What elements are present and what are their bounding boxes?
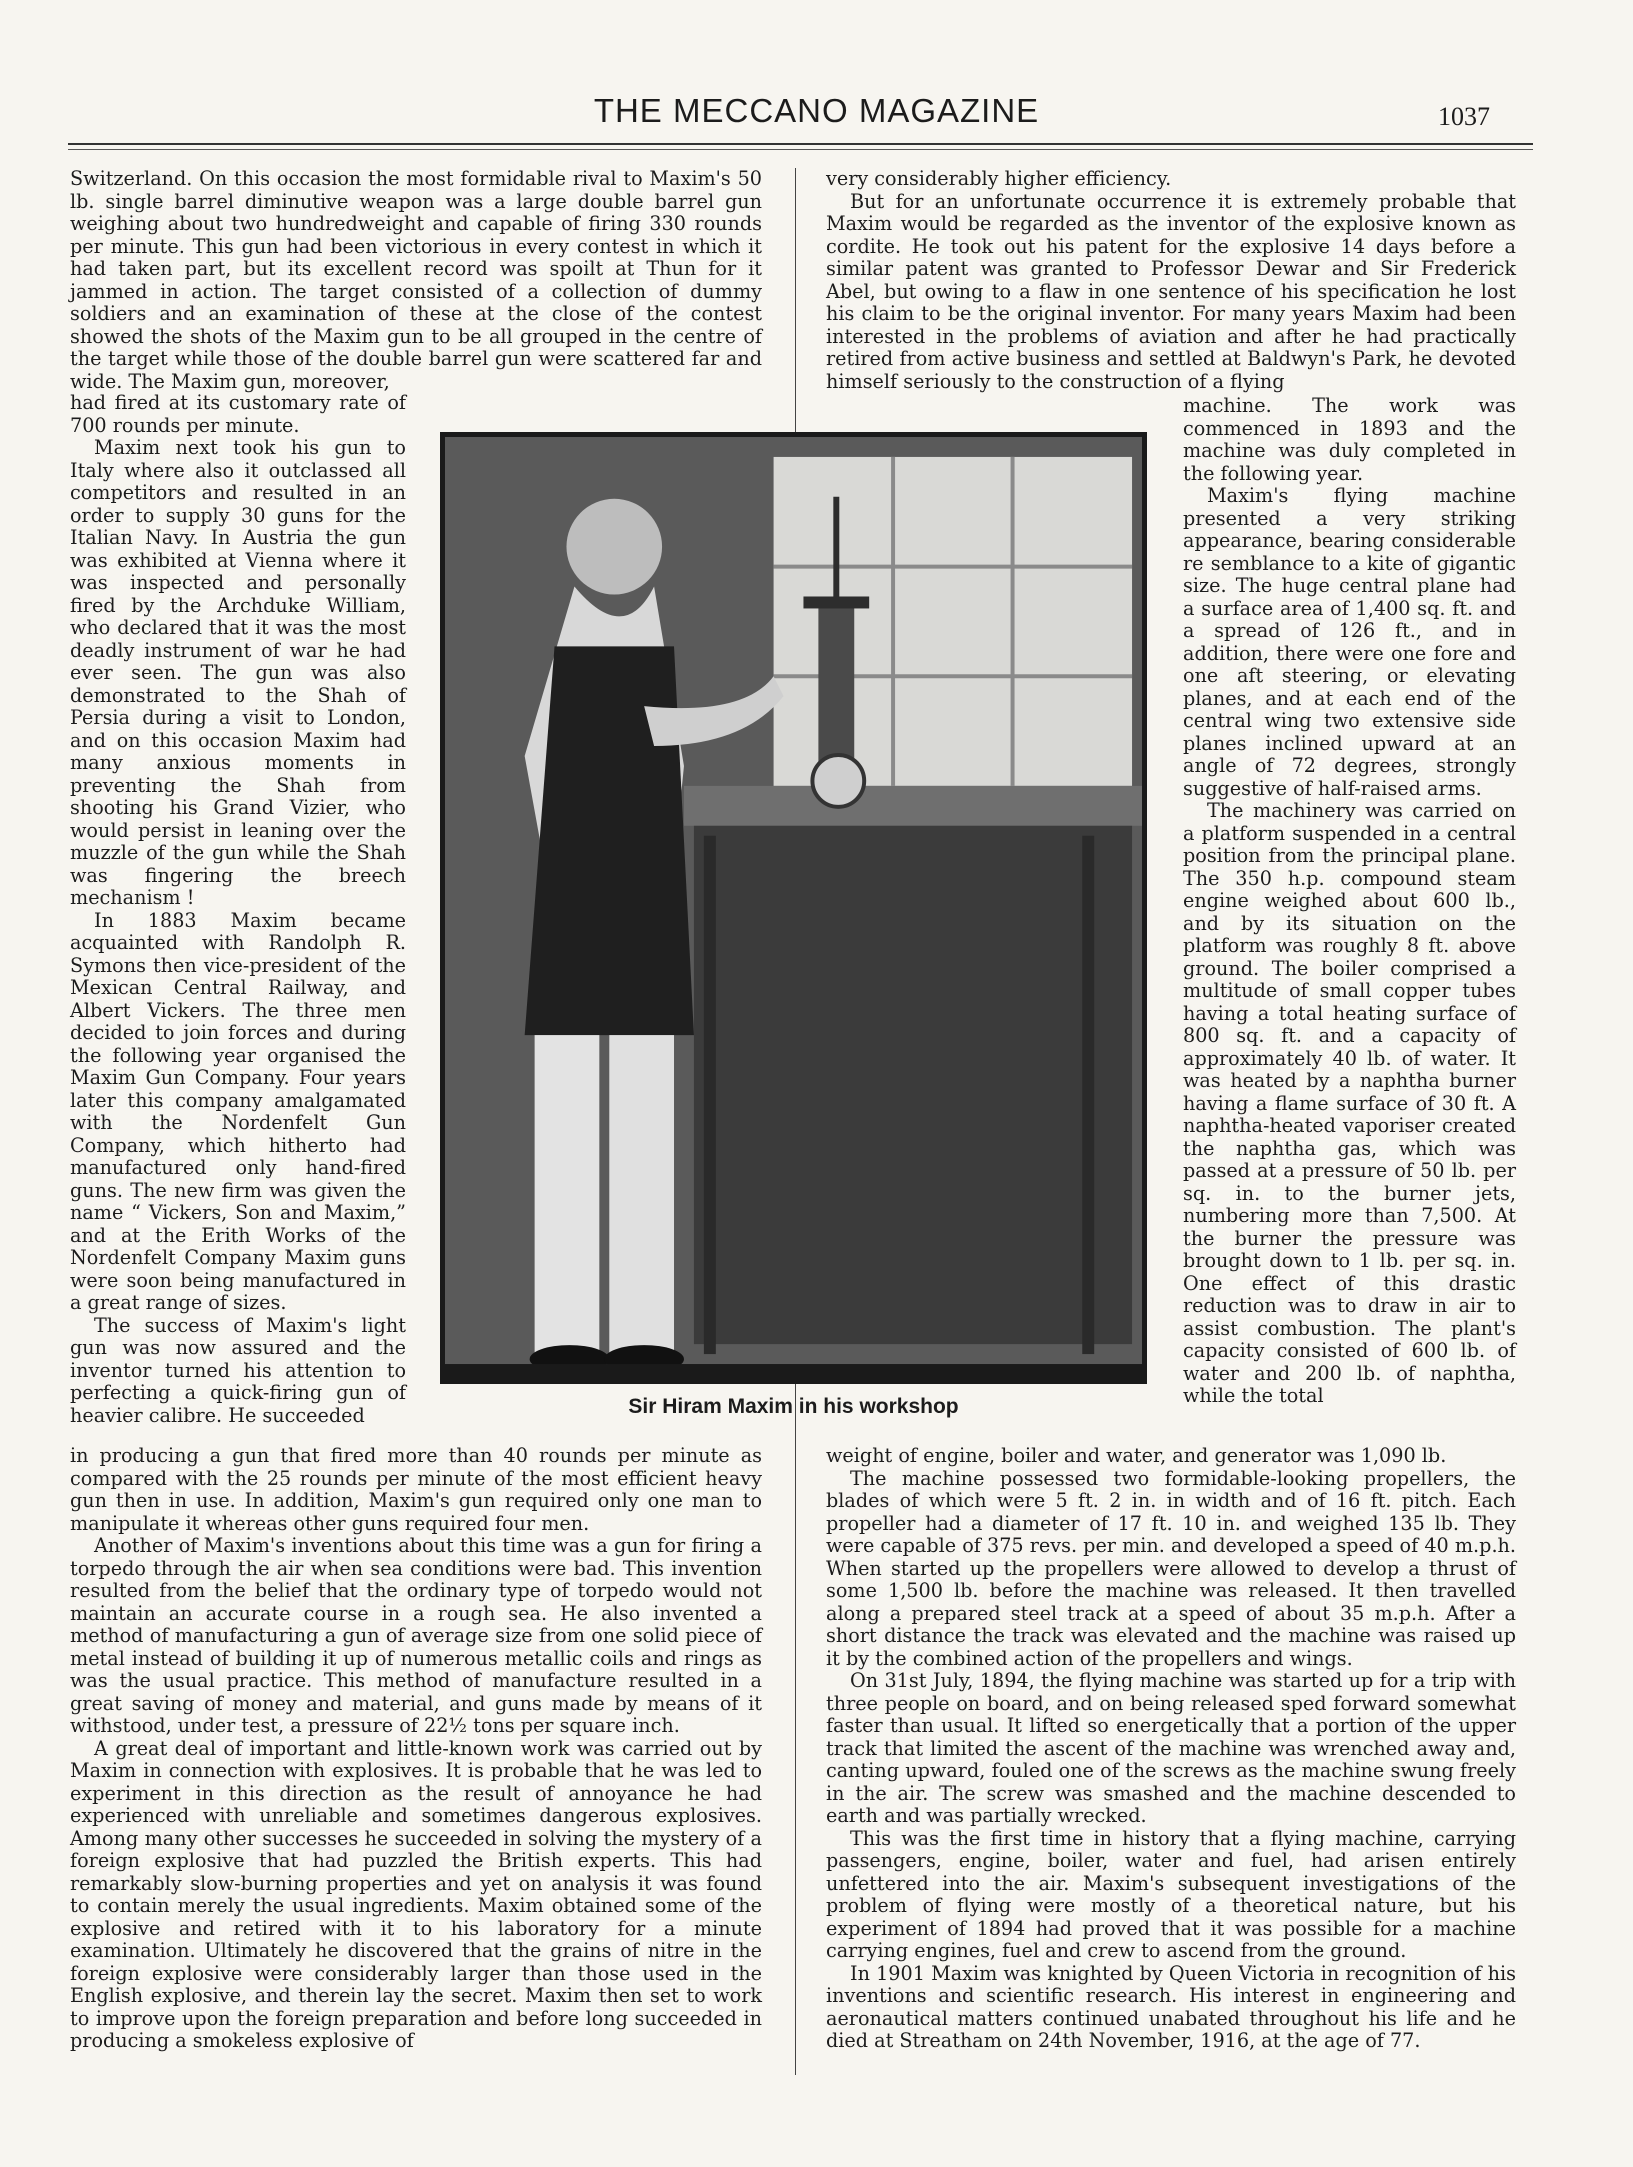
paragraph: in producing a gun that fired more than 40 rounds per minute as compared with the 25 rounds per minute of the most efficient heavy gun then in use. In addition, Maxim's gun required only one man to manipulate it whereas other guns required four men. xyxy=(70,1444,762,1535)
page-header xyxy=(0,92,1633,142)
right-column-top xyxy=(826,168,1516,393)
paragraph: In 1883 Maxim became acquainted with Randolph R. Symons then vice-president of the Mexican Central Railway, and Albert Vickers. The three men decided to join forces and during the following year organised the Maxim Gun Company. Four years later this company amalgamated with the Nordenfelt Gun Company, which hitherto had manufactured only hand-fired guns. The new firm was given the name “ Vickers, Son and Maxim,” and at the Erith Works of the Nordenfelt Company Maxim guns were soon being manufactured in a great range of sizes. xyxy=(70,908,406,1314)
paragraph: Maxim next took his gun to Italy where also it outclassed all competitors and resulted in an order to supply 30 guns for the Italian Navy. In Austria the gun was exhibited at Vienna where it was inspected and personally fired by the Archduke William, who declared that it was the most deadly instrument of war he had ever seen. The gun was also demonstrated to the Shah of Persia during a visit to London, and on this occasion Maxim had many anxious moments in preventing the Shah from shooting his Grand Vizier, who would persist in leaning over the muzzle of the gun while the Shah was fingering the breech mechanism ! xyxy=(70,436,406,909)
header-rule xyxy=(68,143,1533,145)
photo-illustration xyxy=(445,437,1142,1379)
paragraph: The machinery was carried on a platform suspended in a central position from the principal plane. The 350 h.p. compound steam engine weighed about 600 lb., and by its situation on the platform was roughly 8 ft. above ground. The boiler comprised a multitude of small copper tubes having a total heating surface of 800 sq. ft. and a capacity of approximately 40 lb. of water. It was heated by a naphtha burner having a flame surface of 30 ft. A naphtha-heated vaporiser created the naphtha gas, which was passed at a pressure of 50 lb. per sq. in. to the burner jets, numbering more than 7,500. At the burner the pressure was brought down to 1 lb. per sq. in. One effect of this drastic reduction was to draw in air to assist combustion. The plant's capacity consisted of 600 lb. of water and 200 lb. of naphtha, while the total xyxy=(1183,799,1516,1407)
right-column-wrap xyxy=(1183,395,1516,1408)
photo-caption: Sir Hiram Maxim in his workshop xyxy=(628,1395,959,1418)
paragraph: On 31st July, 1894, the flying machine was started up for a trip with three people on board, and on being released sped forward somewhat faster than usual. It lifted so energetically that a portion of the upper track that limited the ascent of the machine was wrenched away and, canting upward, fouled one of the screws as the machine swung freely in the air. The screw was smashed and the machine descended to earth and was partially wrecked. xyxy=(826,1669,1516,1827)
left-column-wrap xyxy=(70,392,406,1427)
left-column-bottom xyxy=(70,1445,762,2053)
workshop-photograph xyxy=(440,432,1147,1384)
header-rule-thin xyxy=(68,149,1533,150)
paragraph: In 1901 Maxim was knighted by Queen Victoria in recognition of his inventions and scientific research. His interest in engineering and aeronautical matters continued unabated throughout his life and he died at Streatham on 24th November, 1916, at the age of 77. xyxy=(826,1961,1516,2052)
paragraph: But for an unfortunate occurrence it is extremely probable that Maxim would be regarded as the inventor of the explosive known as cordite. He took out his patent for the explosive 14 days before a similar patent was granted to Professor Dewar and Sir Frederick Abel, but owing to a flaw in one sentence of his specification he lost his claim to be the original inventor. For many years Maxim had been interested in the problems of aviation and after he had practically retired from active business and settled at Baldwyn's Park, he devoted himself seriously to the construction of a flying xyxy=(826,189,1516,393)
magazine-title: THE MECCANO MAGAZINE xyxy=(593,92,1040,129)
paragraph: Switzerland. On this occasion the most formidable rival to Maxim's 50 lb. single barrel diminutive weapon was a large double barrel gun weighing about two hundredweight and capable of firing 330 rounds per minute. This gun had been victorious in every contest in which it had taken part, but its excellent record was spoilt at Thun for it jammed in action. The target consisted of a collection of dummy soldiers and an examination of these at the close of the contest showed the shots of the Maxim gun to be all grouped in the centre of the target while those of the double barrel gun were scattered far and wide. The Maxim gun, moreover, xyxy=(70,167,762,393)
paragraph: weight of engine, boiler and water, and generator was 1,090 lb. xyxy=(826,1444,1447,1467)
paragraph: machine. The work was commenced in 1893 and the machine was duly completed in the following year. xyxy=(1183,394,1516,485)
paragraph: This was the first time in history that a flying machine, carrying passengers, engine, boiler, water and fuel, had arisen entirely unfettered into the air. Maxim's subsequent investigations of the problem of flying were mostly of a theoretical nature, but his experiment of 1894 had proved that it was possible for a machine carrying engines, fuel and crew to ascend from the ground. xyxy=(826,1826,1516,1962)
right-column-bottom xyxy=(826,1445,1516,2053)
paragraph: The success of Maxim's light gun was now assured and the inventor turned his attention to perfecting a quick-firing gun of heavier calibre. He succeeded xyxy=(70,1313,406,1427)
paragraph: A great deal of important and little-known work was carried out by Maxim in connection with explosives. It is probable that he was led to experiment in this direction as the result of annoyance he had experienced with unreliable and sometimes dangerous explosives. Among many other successes he succeeded in solving the mystery of a foreign explosive that had puzzled the British experts. This had remarkably slow-burning properties and yet on analysis it was found to contain merely the usual ingredients. Maxim obtained some of the explosive and retired with it to his laboratory for a minute examination. Ultimately he discovered that the grains of nitre in the foreign explosive were considerably larger than those used in the English explosive, and therein lay the secret. Maxim then set to work to improve upon the foreign preparation and before long succeeded in producing a smokeless explosive of xyxy=(70,1736,762,2052)
paragraph: very considerably higher efficiency. xyxy=(826,167,1172,190)
left-column-top xyxy=(70,168,762,393)
paragraph: Another of Maxim's inventions about this time was a gun for firing a torpedo through the air when sea conditions were bad. This invention resulted from the belief that the ordinary type of torpedo would not maintain an accurate course in a rough sea. He also invented a method of manufacturing a gun of average size from one solid piece of metal instead of building it up of numerous metallic coils and rings as was the usual practice. This method of manufacture resulted in a great saving of money and material, and guns made by means of it withstood, under test, a pressure of 22½ tons per square inch. xyxy=(70,1534,762,1737)
paragraph: had fired at its customary rate of 700 rounds per minute. xyxy=(70,391,406,437)
paragraph: The machine possessed two formidable-looking propellers, the blades of which were 5 ft. 2 in. in width and of 16 ft. pitch. Each propeller had a diameter of 17 ft. 10 in. and weighed 135 lb. They were capable of 375 revs. per min. and developed a speed of 40 m.p.h. When started up the propellers were allowed to develop a thrust of some 1,500 lb. before the machine was released. It then travelled along a prepared steel track at a speed of about 35 m.p.h. After a short distance the track was elevated and the machine was raised up it by the combined action of the propellers and wings. xyxy=(826,1466,1516,1670)
paragraph: Maxim's flying machine presented a very striking appearance, bearing considerable re semblance to a kite of gigantic size. The huge central plane had a surface area of 1,400 sq. ft. and a spread of 126 ft., and in addition, there were one fore and one aft steering, or elevating planes, and at each end of the central wing two extensive side planes inclined upward at an angle of 72 degrees, strongly suggestive of half-raised arms. xyxy=(1183,484,1516,800)
page-number: 1037 xyxy=(1438,102,1490,131)
